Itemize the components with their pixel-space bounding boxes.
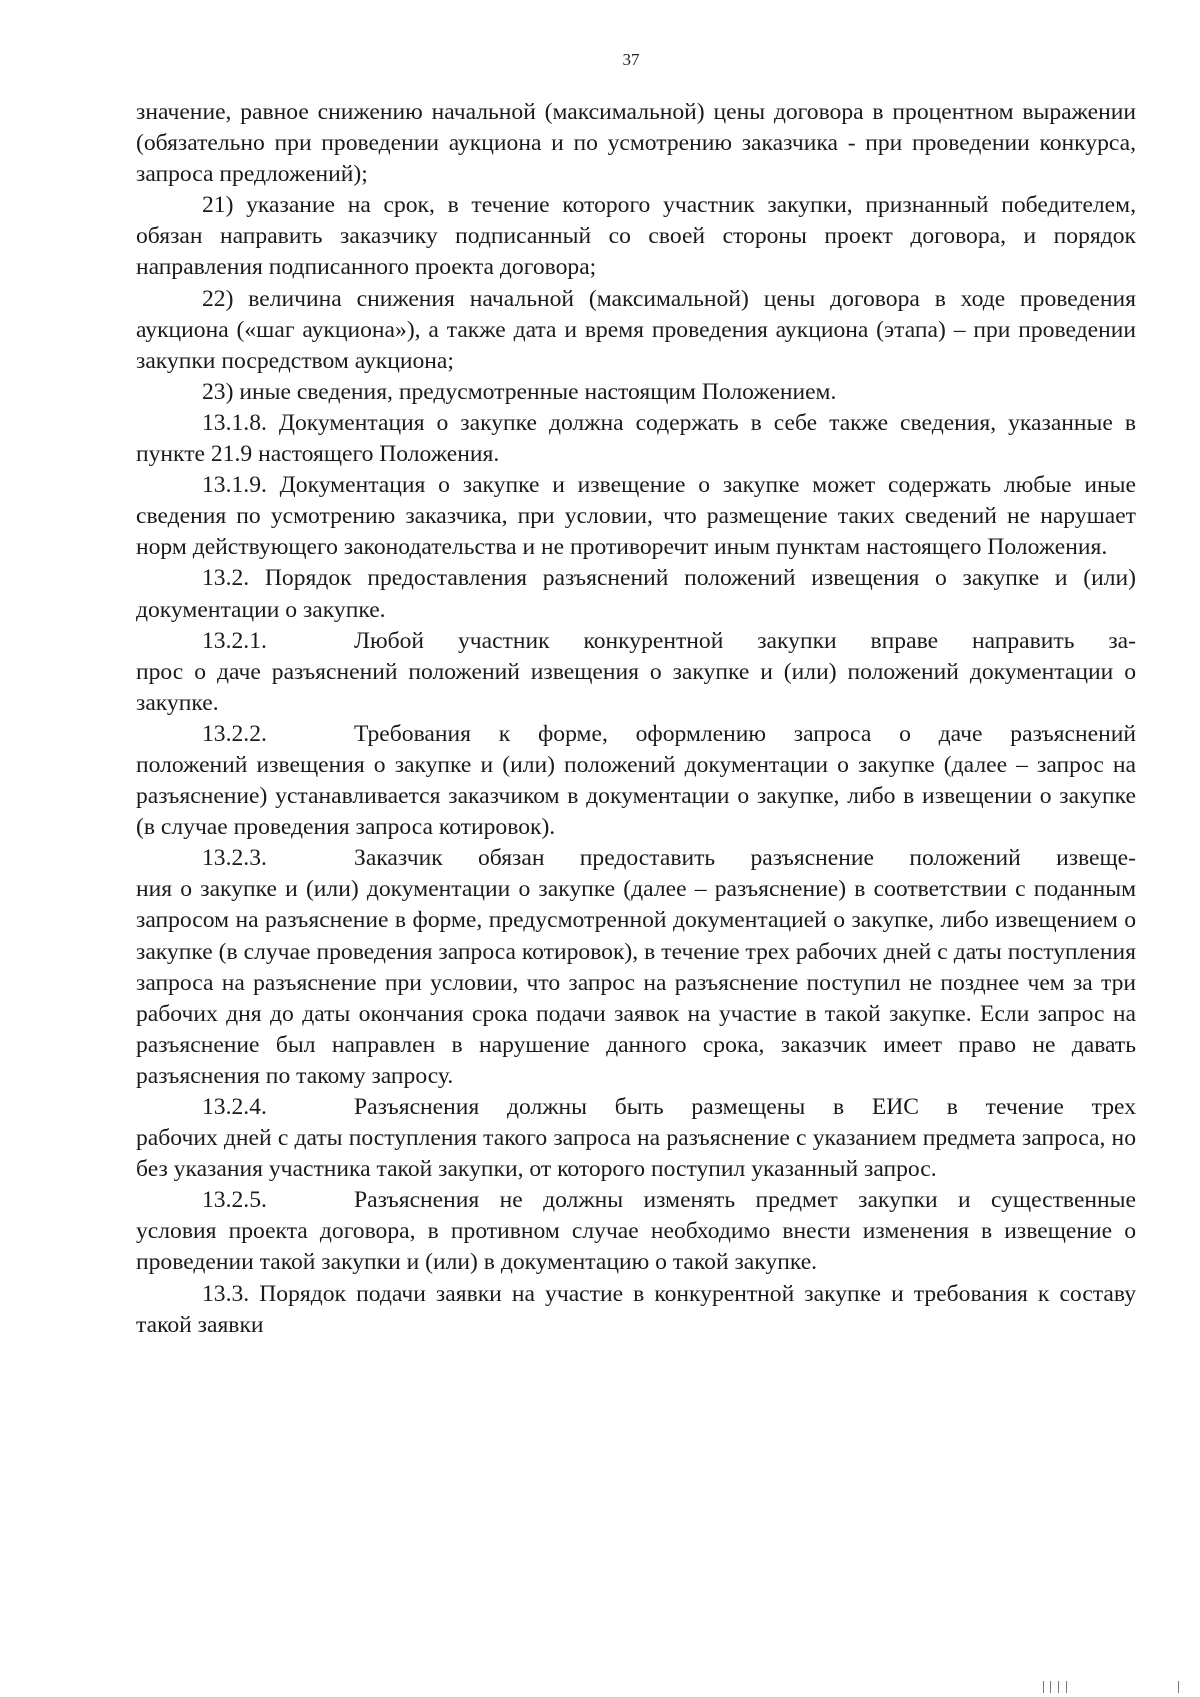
clause-number: 13.2.1. (202, 627, 267, 654)
scan-artifact (1066, 1681, 1067, 1693)
clause-first-line: Требования к форме, оформлению запроса о даче разъяснений (354, 720, 1136, 747)
clause-13-1-9: 13.1.9. Документация о закупке и извещение о закупке может содержать любые иные сведения по усмотрению заказчика, при условии, что размещение таких сведений не нарушает норм действующего законодательства и не противоречит иным пунктам настоящего Положения. (136, 472, 1136, 561)
clause-13-1-8: 13.1.8. Документация о закупке должна содержать в себе также сведения, указанные в пункте 21.9 настоящего Положения. (136, 409, 1136, 468)
clause-text: условия проекта договора, в противном случае необходимо внести изменения в извещение о проведении такой закупки и (или) в документацию о такой закупке. (136, 1218, 1136, 1276)
clause-first-line: Любой участник конкурентной закупки вправе направить за- (354, 627, 1136, 654)
clause-text: рабочих дней с даты поступления такого запроса на разъяснение с указанием предмета запроса, но без указания участника такой закупки, от которого поступил указанный запрос. (136, 1125, 1136, 1183)
scan-artifact (1178, 1681, 1179, 1693)
clause-13-2-4 (136, 1092, 1136, 1185)
clause-first-line: Заказчик обязан предоставить разъяснение положений извеще- (354, 845, 1136, 872)
clause-number: 13.2.3. (202, 845, 267, 872)
clause-text: положений извещения о закупке и (или) положений документации о закупке (далее – запрос на разъяснение) устанавливается заказчиком в документации о закупке, либо в извещении о закупке (в случае проведения запроса котировок). (136, 751, 1136, 841)
clause-first-line: Разъяснения не должны изменять предмет закупки и существенные (354, 1187, 1136, 1214)
scan-artifact (1058, 1681, 1059, 1693)
paragraph-continuation: значение, равное снижению начальной (максимальной) цены договора в процентном выражении (обязательно при проведении аукциона и по усмотрению заказчика - при проведении конкурса, запроса предложений); (136, 99, 1136, 188)
clause-number: 13.2.2. (202, 720, 267, 747)
page-number: 37 (622, 50, 640, 69)
list-item-21: 21) указание на срок, в течение которого участник закупки, признанный победителем, обязан направить заказчику подписанный со своей стороны проект договора, и порядок направления подписанного проекта договора; (136, 192, 1136, 281)
clause-text: прос о даче разъяснений положений извещения о закупке и (или) положений документации о закупке. (136, 658, 1136, 716)
list-item-22: 22) величина снижения начальной (максимальной) цены договора в ходе проведения аукциона («шаг аукциона»), а также дата и время проведения аукциона (этапа) – при проведении закупки посредством аукциона; (136, 285, 1136, 374)
clause-13-2-3 (136, 843, 1136, 1092)
clause-number: 13.2.4. (202, 1094, 267, 1120)
section-heading-13-3: 13.3. Порядок подачи заявки на участие в конкурентной закупке и требования к составу такой заявки (136, 1280, 1136, 1338)
document-body (136, 97, 1136, 1341)
list-item-23: 23) иные сведения, предусмотренные настоящим Положением. (202, 378, 837, 405)
clause-number: 13.2.5. (202, 1187, 267, 1214)
scan-artifact (1050, 1681, 1051, 1693)
clause-text: ния о закупке и (или) документации о закупке (далее – разъяснение) в соответствии с поданным запросом на разъяснение в форме, предусмотренной документацией о закупке, либо извещением о закупке (в случае проведения запроса котировок), в течение трех рабочих дней с даты поступления запроса на разъяснение при условии, что запрос на разъяснение поступил не позднее чем за три рабочих дня до даты окончания срока подачи заявок на участие в такой закупке. Если запрос на разъяснение был направлен в нарушение данного срока, заказчик имеет право не давать разъяснения по такому запросу. (136, 876, 1136, 1089)
scan-artifact (1043, 1681, 1044, 1693)
clause-13-2-1 (136, 626, 1136, 719)
clause-13-2-5 (136, 1185, 1136, 1278)
clause-13-2-2 (136, 719, 1136, 843)
clause-first-line: Разъяснения должны быть размещены в ЕИС в течение трех (354, 1094, 1136, 1120)
section-heading-13-2: 13.2. Порядок предоставления разъяснений положений извещения о закупке и (или) документации о закупке. (136, 565, 1136, 623)
